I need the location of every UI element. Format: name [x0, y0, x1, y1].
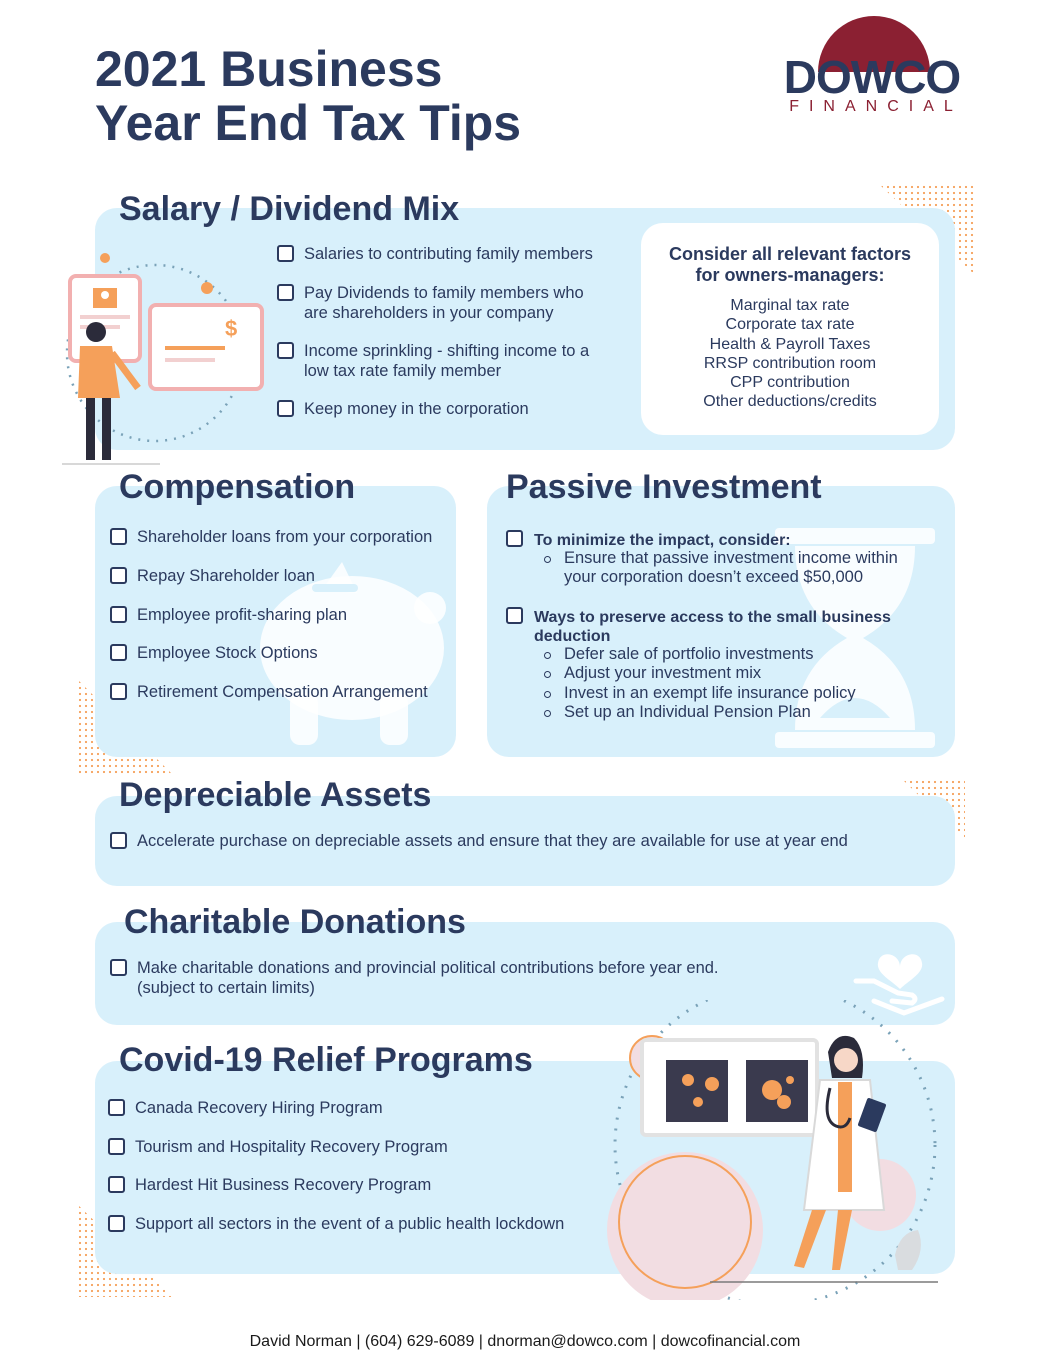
checklist-item[interactable] [110, 566, 315, 586]
bullet-text: Invest in an exempt life insurance policy [564, 683, 856, 702]
checklist-item[interactable] [110, 958, 719, 998]
checkbox[interactable] [506, 530, 523, 547]
checklist-item-label: Employee profit-sharing plan [137, 606, 348, 624]
checkbox[interactable] [108, 1099, 125, 1116]
checkbox[interactable] [110, 959, 127, 976]
checklist-item-label: Canada Recovery Hiring Program [135, 1099, 383, 1117]
checkbox[interactable] [277, 342, 294, 359]
dowco-logo [770, 16, 975, 116]
checklist-item-label: Salaries to contributing family members [304, 245, 593, 263]
checklist-item[interactable] [110, 605, 347, 625]
checklist-item[interactable] [277, 399, 529, 419]
bullet-item [544, 645, 856, 664]
checklist-item[interactable] [110, 682, 428, 702]
charitable-donations-section-title: Charitable Donations [124, 903, 466, 941]
factor-item: CPP contribution [730, 374, 850, 392]
checkbox[interactable] [110, 644, 127, 661]
checklist-item[interactable] [108, 1175, 431, 1195]
checklist-item[interactable] [277, 341, 589, 381]
factor-item: RRSP contribution room [703, 354, 877, 372]
checkbox[interactable] [108, 1176, 125, 1193]
checklist-item-label: Retirement Compensation Arrangement [137, 683, 428, 701]
bullet-text: Adjust your investment mix [564, 664, 762, 683]
checklist-item-label: Employee Stock Options [137, 644, 318, 662]
passive-investment-section-title: Passive Investment [506, 468, 822, 506]
checkbox[interactable] [108, 1138, 125, 1155]
bullet-icon [544, 710, 551, 717]
checklist-item-label: Tourism and Hospitality Recovery Program [135, 1138, 448, 1156]
page-title [95, 42, 521, 150]
checklist-item[interactable] [108, 1137, 448, 1157]
bullet-text: Defer sale of portfolio investments [564, 645, 814, 663]
bullet-icon [544, 691, 551, 698]
factor-item: Marginal tax rate [730, 297, 850, 314]
bullet-item [544, 703, 856, 722]
bullet-item [544, 664, 856, 683]
checklist-item[interactable] [110, 527, 432, 547]
footer-contact: David Norman | (604) 629-6089 | dnorman@dowco.com | dowcofinancial.com [249, 1333, 801, 1350]
doctor-illustration [600, 1000, 950, 1300]
checkbox[interactable] [108, 1215, 125, 1232]
bullet-icon [544, 556, 551, 563]
salary-section-title: Salary / Dividend Mix [119, 190, 460, 228]
logo-subtitle: FINANCIAL [789, 98, 963, 115]
checklist-item-label: Pay Dividends to family members who are shareholders in your company [304, 284, 584, 322]
checklist-item[interactable] [110, 643, 318, 663]
bullet-item [544, 684, 856, 703]
passive-group-bullets [544, 549, 898, 588]
bullet-text: Set up an Individual Pension Plan [564, 702, 811, 721]
checklist-item[interactable] [110, 831, 848, 851]
checklist-item-label: Support all sectors in the event of a public health lockdown [135, 1215, 565, 1233]
bullet-icon [544, 652, 551, 659]
checkbox[interactable] [506, 607, 523, 624]
checklist-item[interactable] [108, 1214, 564, 1234]
factor-item: Health & Payroll Taxes [709, 335, 871, 353]
factor-item: Corporate tax rate [725, 316, 855, 334]
checklist-item-label: Repay Shareholder loan [137, 567, 315, 585]
logo-word: DOWCO [783, 51, 961, 103]
passive-group-heading: Ways to preserve access to the small business deduction [534, 609, 891, 645]
factors-heading: Consider all relevant factors for owners-managers: [668, 244, 912, 285]
checkbox[interactable] [277, 245, 294, 262]
checkbox[interactable] [110, 528, 127, 545]
checklist-item[interactable] [108, 1098, 383, 1118]
checklist-item-label: Hardest Hit Business Recovery Program [135, 1176, 432, 1194]
checklist-item[interactable] [277, 244, 593, 264]
factor-item: Other deductions/credits [703, 393, 877, 411]
checkbox[interactable] [110, 606, 127, 623]
checklist-item-label: Accelerate purchase on depreciable assets and ensure that they are available for use at year end [137, 832, 848, 850]
bullet-icon [544, 671, 551, 678]
checklist-item-label: Shareholder loans from your corporation [137, 528, 433, 546]
svg-text:$: $ [225, 316, 238, 341]
passive-group-bullets [544, 645, 856, 722]
depreciable-assets-section-title: Depreciable Assets [119, 776, 432, 814]
bullet-text: Ensure that passive investment income within your corporation doesn’t exceed $50,000 [564, 549, 898, 587]
checkbox[interactable] [110, 567, 127, 584]
passive-group-heading: To minimize the impact, consider: [534, 532, 791, 549]
bullet-item [544, 549, 898, 588]
page-title-line2: Year End Tax Tips [95, 95, 522, 151]
checklist-item-label: Make charitable donations and provincial political contributions before year end. (subject to certain limits) [137, 959, 719, 997]
checklist-item[interactable] [506, 529, 533, 547]
checklist-item[interactable] [506, 606, 533, 624]
checkbox[interactable] [110, 683, 127, 700]
checkbox[interactable] [277, 284, 294, 301]
checklist-item-label: Keep money in the corporation [304, 400, 529, 418]
compensation-section-title: Compensation [119, 468, 356, 506]
page-title-line1: 2021 Business [95, 41, 443, 97]
person-with-documents-illustration [50, 248, 280, 468]
checklist-item[interactable] [277, 283, 584, 323]
checkbox[interactable] [110, 832, 127, 849]
checkbox[interactable] [277, 400, 294, 417]
checklist-item-label: Income sprinkling - shifting income to a low tax rate family member [304, 342, 590, 380]
factors-list [641, 296, 939, 412]
factors-card [641, 223, 939, 435]
covid-relief-section-title: Covid-19 Relief Programs [119, 1041, 533, 1079]
